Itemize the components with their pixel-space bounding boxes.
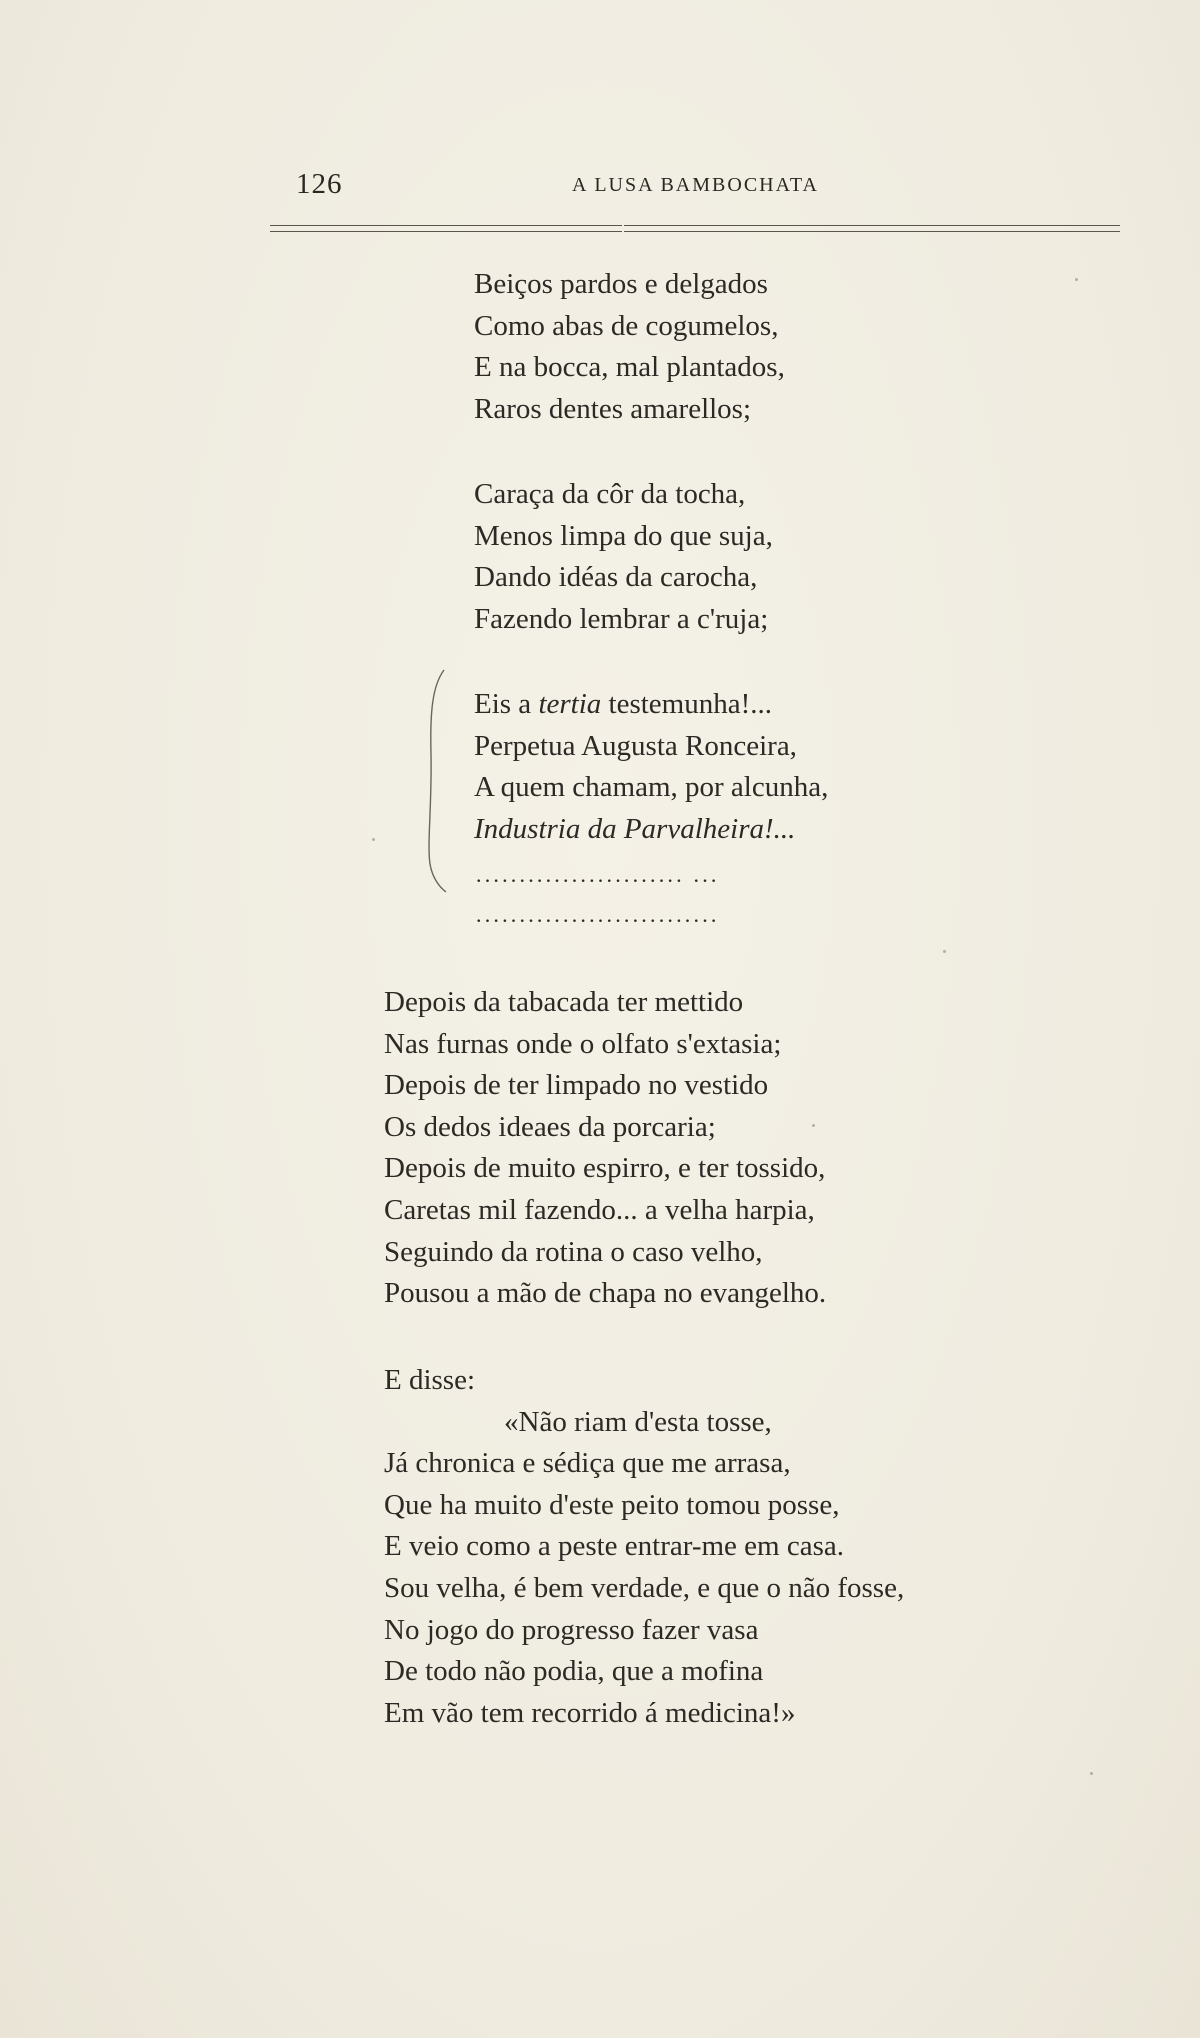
italic-word: tertia [538, 688, 602, 720]
paper-speck [812, 1124, 815, 1127]
running-head [0, 166, 1200, 206]
verse-line: Como abas de cogumelos, [474, 309, 779, 342]
verse-line: Beiços pardos e delgados [474, 268, 768, 300]
verse-line [474, 684, 828, 726]
verse-line: No jogo do progresso fazer vasa [384, 1613, 759, 1646]
verse-line: Depois da tabacada ter mettido [384, 986, 744, 1018]
header-rule-break [622, 225, 624, 233]
stanza-3 [474, 684, 828, 850]
running-title: A LUSA BAMBOCHATA [572, 174, 819, 196]
ellipsis-line: ............................ [476, 902, 720, 927]
verse-line: Perpetua Augusta Ronceira, [474, 729, 797, 762]
verse-line: A quem chamam, por alcunha, [474, 771, 829, 803]
octave-stanza-1 [384, 982, 826, 1315]
verse-line: Fazendo lembrar a c'ruja; [474, 602, 769, 635]
octave-stanza-2 [384, 1360, 904, 1734]
verse-line: Depois de ter limpado no vestido [384, 1069, 769, 1102]
paper-speck [372, 838, 375, 841]
quoted-speech-start: «Não riam d'esta tosse, [504, 1405, 772, 1438]
stanza-1 [474, 264, 785, 430]
verse-line: Seguindo da rotina o caso velho, [384, 1235, 763, 1268]
verse-line: Nas furnas onde o olfato s'extasia; [384, 1027, 782, 1060]
verse-line: Menos limpa do que suja, [474, 519, 773, 552]
verse-line: De todo não podia, que a mofina [384, 1655, 764, 1688]
page-number: 126 [296, 168, 343, 200]
verse-line: Raros dentes amarellos; [474, 392, 752, 425]
verse-line: E na bocca, mal plantados, [474, 351, 785, 383]
verse-line [384, 1402, 904, 1444]
verse-line: Caretas mil fazendo... a velha harpia, [384, 1193, 815, 1226]
verse-line: Caraça da côr da tocha, [474, 478, 746, 510]
stanza-2 [474, 474, 773, 640]
verse-line-italic: Industria da Parvalheira!... [474, 812, 796, 845]
verse-text: Eis a [474, 688, 539, 720]
paper-speck [943, 950, 946, 953]
verse-line: Pousou a mão de chapa no evangelho. [384, 1277, 827, 1310]
verse-line: Depois de muito espirro, e ter tossido, [384, 1152, 826, 1185]
verse-line: Em vão tem recorrido á medicina!» [384, 1696, 796, 1729]
verse-line: E veio como a peste entrar-me em casa. [384, 1530, 844, 1563]
paper-speck [1075, 278, 1078, 281]
verse-line: Que ha muito d'este peito tomou posse, [384, 1488, 840, 1521]
verse-line: Já chronica e sédiça que me arrasa, [384, 1447, 791, 1480]
verse-line: Sou velha, é bem verdade, e que o não fosse, [384, 1571, 905, 1604]
verse-text: testemunha!... [601, 688, 773, 720]
header-double-rule [270, 225, 1120, 233]
verse-line: Dando idéas da carocha, [474, 561, 758, 593]
verse-line: E disse: [384, 1364, 476, 1396]
paper-speck [1090, 1772, 1093, 1775]
verse-line: Os dedos ideaes da porcaria; [384, 1110, 716, 1143]
ellipsis-line: ........................ ... [476, 862, 720, 887]
handwritten-bracket-mark [418, 664, 458, 894]
